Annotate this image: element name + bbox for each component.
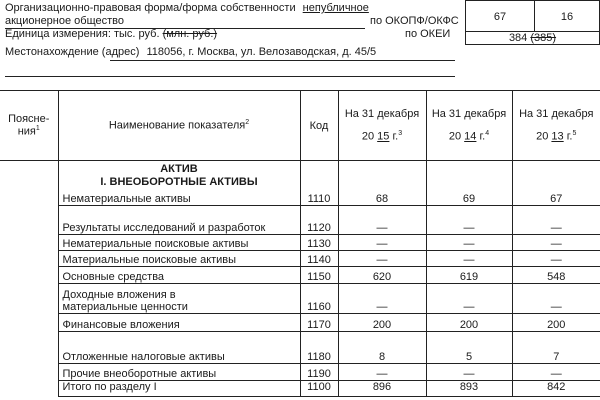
row-code: 1130	[300, 235, 338, 251]
row-value-2015: 896	[338, 381, 426, 397]
row-code: 1120	[300, 206, 338, 235]
okei-code-box	[465, 31, 600, 45]
table-row	[0, 332, 600, 364]
header-code: Код	[300, 91, 338, 161]
row-value-2013: —	[512, 364, 600, 381]
okei-code: 384	[508, 32, 528, 44]
row-value-2015: —	[338, 235, 426, 251]
address-line	[5, 46, 376, 59]
row-code: 1160	[300, 284, 338, 314]
row-value-2015: —	[338, 364, 426, 381]
section-asset: АКТИВ	[160, 162, 198, 175]
table-header-row	[0, 91, 600, 161]
header-date-2: На 31 декабря 20 14 г.$^4$	[426, 91, 512, 161]
row-code: 1110	[300, 189, 338, 206]
table-row-total	[0, 381, 600, 397]
ownership-form-value-cont: акционерное общество	[5, 15, 125, 27]
row-value-2015: —	[338, 284, 426, 314]
row-value-2014: 5	[426, 332, 512, 364]
row-code: 1100	[300, 381, 338, 397]
table-row	[0, 251, 600, 267]
balance-table	[0, 90, 600, 397]
row-value-2014: 69	[426, 189, 512, 206]
table-row	[0, 206, 600, 235]
row-name: Основные средства	[58, 267, 300, 284]
ownership-form-line	[5, 2, 369, 15]
row-name: Отложенные налоговые активы	[58, 332, 300, 364]
row-value-2015: —	[338, 251, 426, 267]
row-value-2013: 548	[512, 267, 600, 284]
okei-struck: (385)	[530, 32, 557, 44]
table-row	[0, 267, 600, 284]
unit-label: Единица измерения: тыс. руб.	[5, 28, 160, 40]
row-value-2014: —	[426, 206, 512, 235]
okopf-code-2: 16	[560, 11, 574, 23]
row-value-2013: 7	[512, 332, 600, 364]
unit-struck: (млн. руб.)	[162, 28, 218, 40]
table-row	[0, 364, 600, 381]
okopf-code-box-1	[465, 0, 535, 32]
row-value-2013: —	[512, 284, 600, 314]
ownership-form-value: непубличное	[302, 2, 369, 14]
row-value-2014: —	[426, 364, 512, 381]
row-value-2013: 200	[512, 314, 600, 332]
address-underline-2	[5, 76, 455, 77]
row-value-2013: —	[512, 235, 600, 251]
row-name: Нематериальные поисковые активы	[58, 235, 300, 251]
row-code: 1140	[300, 251, 338, 267]
row-value-2015: 68	[338, 189, 426, 206]
section-heading-row	[0, 161, 600, 189]
row-value-2014: —	[426, 284, 512, 314]
row-value-2015: —	[338, 206, 426, 235]
address-label: Местонахождение (адрес)	[5, 46, 140, 58]
row-name: Прочие внеоборотные активы	[58, 364, 300, 381]
row-value-2014: 619	[426, 267, 512, 284]
section-heading	[58, 161, 300, 189]
unit-line	[5, 28, 217, 41]
row-value-2013: 67	[512, 189, 600, 206]
row-value-2014: 200	[426, 314, 512, 332]
header-date-1: На 31 декабря 20 15 г.$^3$	[338, 91, 426, 161]
section-noncurrent: I. ВНЕОБОРОТНЫЕ АКТИВЫ	[100, 175, 258, 188]
okopf-code-1: 67	[493, 11, 507, 23]
row-name: Материальные поисковые активы	[58, 251, 300, 267]
address-value: 118056, г. Москва, ул. Велозаводская, д. 45/5	[146, 46, 377, 58]
row-value-2013: —	[512, 251, 600, 267]
row-value-2015: 200	[338, 314, 426, 332]
row-name: Доходные вложения в материальные ценности	[58, 284, 300, 314]
table-row	[0, 314, 600, 332]
header-date-3: На 31 декабря 20 13 г.$^5$	[512, 91, 600, 161]
row-code: 1150	[300, 267, 338, 284]
row-code: 1190	[300, 364, 338, 381]
row-value-2015: 8	[338, 332, 426, 364]
ownership-form-label: Организационно-правовая форма/форма собственности	[5, 2, 296, 14]
row-code: 1170	[300, 314, 338, 332]
row-value-2014: 893	[426, 381, 512, 397]
header-notes: Поясне-ния$^1$	[0, 91, 58, 161]
okopf-label: по ОКОПФ/ОКФС	[370, 15, 459, 27]
address-underline-1	[110, 60, 455, 61]
row-name: Результаты исследований и разработок	[58, 206, 300, 235]
row-name: Финансовые вложения	[58, 314, 300, 332]
row-value-2013: 842	[512, 381, 600, 397]
row-value-2015: 620	[338, 267, 426, 284]
table-row	[0, 284, 600, 314]
row-code: 1180	[300, 332, 338, 364]
table-row	[0, 235, 600, 251]
table-row	[0, 189, 600, 206]
row-name: Нематериальные активы	[58, 189, 300, 206]
row-value-2014: —	[426, 235, 512, 251]
row-value-2014: —	[426, 251, 512, 267]
row-name: Итого по разделу I	[58, 381, 300, 397]
header-name: Наименование показателя$^2$	[58, 91, 300, 161]
okopf-code-box-2	[534, 0, 600, 32]
okei-label: по ОКЕИ	[405, 28, 451, 40]
row-value-2013: —	[512, 206, 600, 235]
